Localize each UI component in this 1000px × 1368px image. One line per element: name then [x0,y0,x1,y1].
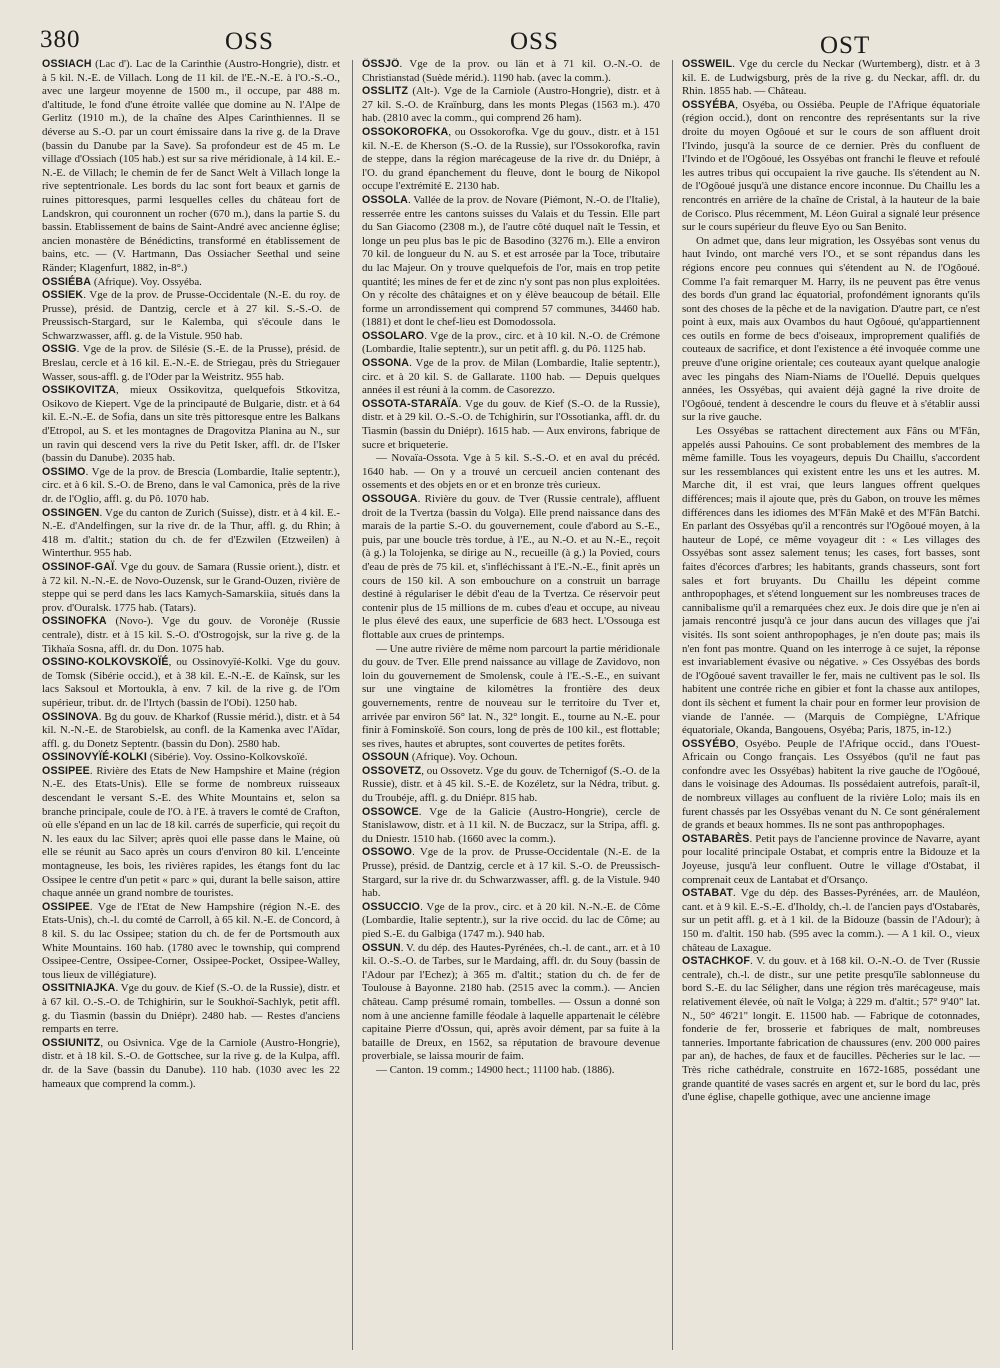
entry-headword: OSSIACH [42,58,92,70]
entry-text: . Petit pays de l'ancienne province de Navarre, ayant pour localité principale Ostabat, et compris entre la Bidouze et la Joyeuse, jusqu'à leur confluent. Outre le village d'Ostabat, il comprenait ceux de Lantabat et d'Orsanço. [682,832,980,886]
entry-headword: OSSWEIL [682,58,733,70]
entry-text: Les Ossyébas se rattachent directement aux Fâns ou M'Fân, appelés aussi Pahouins. Ce sont probablement des membres de la même famille. Tous les voyageurs, depuis Du Chaillu, s'accordent sur les ressemblances qui existent entre les uns et les autres. M. Marche dit, il est vrai, que leurs langues offrent quelques différences; mais il ajoute que, près du Gabon, on trouve les mêmes différences dans les idiomes des M'Fân Makê et des M'Fân Batchi. En parlant des Ossyébas qu'il a rencontrés sur l'Ogôoué moyen, à la hauteur de Lopé, ce même voyageur dit : « Les villages des Ossyébas sont assez salement tenus; les cases, fort basses, sont faites d'écorces d'arbres; les habitants, grands chasseurs, sont fort sales et fort bruyants. Du Chaillu les dépeint comme anthropophages, et s'étend longuement sur les nombreuses traces de cannibalisme qu'il a remarquées chez eux. Je dois dire que je n'en ai jamais rencontré jusqu'à ce jour dans aucun des villages que j'ai visités. Ils sont soient anthropophages, je n'en doute pas; mais ils n'en font pas montre. Quand on les interroge à ce sujet, la réponse est invariablement évasive ou négative. » Ces Ossyébas des bords de l'Ogôoué savent travailler le fer, mais ne cultivent pas le sol. Ils habitent une contrée riche en gibier et font la chasse aux antilopes, dont ils sèchent et fument la chair pour en former leur provision de viande de l'année. — (Marquis de Compiègne, L'Afrique équatoriale, Okanda, Bangouens, Osyéba; Paris, 1875, in-12.) [682,425,980,737]
column-right [682,58,980,1360]
entry-text: . Vge de la Galicie (Austro-Hongrie), cercle de Stanislawow, distr. et à 11 kil. N. de Buczacz, sur la Stripa, affl. g. du Dniestr. 1510 hab. (1660 avec la comm.). [362,805,660,845]
entry-headword: OSSIKOVITZA [42,384,117,397]
dictionary-entry [42,507,340,561]
entry-text: . Vge de la prov. ou län et à 71 kil. O.-N.-O. de Christianstad (Suède mérid.). 1190 hab. (avec la comm.). [362,58,660,84]
dictionary-entry [362,751,660,765]
page-number: 380 [40,26,81,53]
dictionary-entry [362,765,660,806]
entry-headword: OSSOLA [362,193,408,206]
dictionary-entry [42,343,340,384]
dictionary-entry [362,357,660,398]
dictionary-entry [362,330,660,357]
dictionary-entry [362,806,660,847]
dictionary-entry [42,384,340,466]
dictionary-entry [682,738,980,833]
entry-headword: OSSOLARO [362,329,425,342]
column-divider [352,60,353,1350]
entry-text: . Vge du gouv. de Samara (Russie orient.), distr. et à 72 kil. N.-N.-E. de Novo-Ouzensk, sur le Grand-Ouzen, rivière de steppe qui se perd dans les lacs Kamych-Samarskiia, situés dans la prov. d'Ouralsk. 1775 hab. (Tatars). [42,560,340,614]
dictionary-entry [362,846,660,900]
entry-headword: OSSOVETZ [362,764,422,777]
entry-text: . Vge de la prov., circ. et à 10 kil. N.-O. de Crémone (Lombardie, Italie septentr.), sur un petit affl. g. du Pô. 1125 hab. [362,329,660,356]
entry-text: (Alt-). Vge de la Carniole (Austro-Hongrie), distr. et à 27 kil. S.-O. de Kraïnburg, dans les monts Plegas (1563 m.). 470 hab. (2810 avec la comm., qui comprend 26 ham). [362,85,660,125]
entry-headword: OSSLITZ [362,85,409,98]
dictionary-entry [362,194,660,330]
entry-headword: OSSINOFKA [42,615,107,628]
entry-headword: OSSINOVA [42,710,99,723]
entry-headword: OSSONA [362,357,410,370]
entry-text: . Vge de la prov. de Brescia (Lombardie, Italie septentr.), circ. et à 6 kil. S.-O. de Breno, dans le val Camonica, près de la rive dr. de l'Oglio, affl. g. du Pô. 1070 hab. [42,465,340,505]
entry-text: . Vge de la prov. de Milan (Lombardie, Italie septentr.), circ. et à 20 kil. S. de Gallarate. 1100 hab. — Depuis quelques années il est réuni à la comm. de Casorezzo. [362,357,660,397]
entry-headword: OSTACHKOF [682,955,751,968]
entry-headword: ÖSSJÖ [362,58,400,70]
entry-text: On admet que, dans leur migration, les Ossyébas sont venus du haut Ivindo, ont marché vers l'O., et se sont répandus dans les régions encore peu connues qui s'étendent au N. de l'Ogôoué. Comme l'a fait remarquer M. Harry, ils ne peuvent pas être venus des bords d'un grand lac équatorial, profondément ignorants qu'ils sont des choses de la pêche et de la navigation. D'autre part, ce n'est point à eux, mais aux Ovambos du haut Ogôoué, qu'appartiennent ces outils en forme de becs d'oiseaux, improprement qualifiés de couteaux de sacrifice, et dont l'existence a été invoquée comme une preuve d'une origine orientale; ces couteaux ayant quelque analogie avec les pingahs des Niam-Niams de l'Ouellé. Depuis quelques années, les Ossyébas, qui avaient déjà gagné la rive droite de l'Ogôoué, tendent à descendre le cours du fleuve et à s'établir aussi sur la rive gauche. [682,234,980,424]
entry-text: . Vge de la prov. de Prusse-Occidentale (N.-E. de la Prusse), présid. de Dantzig, cercle et à 17 kil. S.-O. de Preussisch-Stargard, sur la rive dr. du Schwarzwasser, affl. g. de la Vistule. 940 hab. [362,846,660,900]
entry-headword: OSSINOVYÏÉ-KOLKI [42,751,148,764]
entry-headword: OSSOWO [362,846,413,859]
dictionary-entry [682,235,980,425]
entry-headword: OSTABAT [682,887,734,900]
entry-headword: OSSIEK [42,289,84,302]
dictionary-entry [42,656,340,710]
entry-headword: OSSYÉBO [682,737,736,750]
entry-headword: OSSUCCIO [362,900,421,913]
entry-text: (Lac d'). Lac de la Carinthie (Austro-Hongrie), distr. et à 5 kil. N.-E. de Villach. Long de 11 kil. de l'E.-N.-E. à l'O.-S.-O., avec une largeur moyenne de 1500 m., il occupe, par 488 m. d'altitude, le fond d'une étroite vallée que domine au N. l'Alpe de Gerlitz (1910 m.), de la chaîne des Alpes Carinthiennes. Il se déverse au S.-O. par un court émissaire dans la rive g. de la Drave (bassin du Danube par la Save). Sa profondeur est de 45 m. Le village d'Ossiach (105 hab.) est sur sa rive méridionale, à 14 kil. E.-N.-E. de Villach; le chemin de fer de Sanct Welt à Villach longe la rive septentrionale. Les bords du lac sont fort beaux et garnis de ruines pittoresques, parmi lesquelles celles du château fort de Landskron, qui couronnent un rocher (670 m.), dans la partie S. du bassin. Etablissement de bains de Saint-André avec ancienne église; ancien monastère de Bénédictins, transformé en établissement de bains, etc. — (V. Hartmann, Das Ossiacher Seethal und seine Ränder; Klagenfurt, 1882, in-8°.) [42,58,340,274]
entry-text: . Vge du cercle du Neckar (Wurtemberg), distr. et à 3 kil. E. de Ludwigsburg, près de la rive g. du Neckar, affl. dr. du Rhin. 1855 hab. — Château. [682,58,980,98]
column-left [42,58,340,1360]
running-head-center: OSS [510,28,559,55]
entry-headword: OSSOTA-STARAÏA [362,397,459,410]
dictionary-entry [362,942,660,1064]
entry-headword: OSSITNIAJKA [42,982,116,995]
dictionary-entry [42,58,340,276]
column-divider [672,60,673,1350]
entry-headword: OSSINO-KOLKOVSKOÏÉ [42,656,169,669]
entry-headword: OSSIÉBA [42,275,92,288]
dictionary-entry [682,99,980,235]
entry-text: . Vallée de la prov. de Novare (Piémont, N.-O. de l'Italie), resserrée entre les cantons suisses du Valais et du Tessin. Elle part du San Giacomo (2308 m.), de l'autre côté duquel naît le Tessin, et longe un peu plus bas le pic de Basodino (3276 m.). Elle a environ 70 kil. de longueur du N. au S. et est arrosée par la Toce, tributaire du lac Majeur. On y trouve quelquefois de l'or, mais en trop petite quantité; les mines de fer et de zinc n'y sont pas non plus exploitées. On y récolte des châtaignes et on y élève beaucoup de bétail. Elle forme un arrondissement qui comprend 57 communes, 34460 hab. (1881) et dont le chef-lieu est Domodossola. [362,193,660,329]
entry-text: (Afrique). Voy. Ossyéba. [91,275,202,288]
entry-text: . Vge du canton de Zurich (Suisse), distr. et à 4 kil. E.-N.-E. d'Andelfingen, sur la rive dr. de la Thur, affl. g. du Rhin; à 418 m. d'altit.; station du ch. de fer d'Ezwilen (Etzweilen) à Winterthur. 955 hab. [42,506,340,560]
entry-headword: OSSOUN [362,751,410,764]
entry-text: . Rivière des Etats de New Hampshire et Maine (région N.-E. des Etats-Unis). Elle se forme de nombreux ruisseaux descendant le versant S.-E. des White Mountains et, selon sa branche principale, coule de l'O. à l'E. à travers le comté de Crafton, où elle s'épand en un lac de 18 kil. carrés de superficie, qui reçoit du N. les eaux du lac Silver; après quoi elle passe dans le Maine, où elle se réunit au Saco après un cours d'environ 80 kil. L'enceinte montagneuse, les bois, les rivières rapides, les étangs font du lac Ossipee le centre d'un petit « parc » qui, durant la belle saison, attire chaque année un grand nombre de touristes. [42,764,340,900]
dictionary-entry [362,901,660,942]
entry-headword: OSSINOF-GAÏ [42,560,115,573]
dictionary-entry [42,901,340,983]
dictionary-entry [42,289,340,343]
entry-text: . Vge du dép. des Basses-Pyrénées, arr. de Mauléon, cant. et à 9 kil. E.-S.-E. d'Iholdy, ch.-l. de l'ancien pays d'Ostabarès, sur un petit affl. g. et à 1 kil. de la Bidouze (bassin de l'Adour); à 150 m. d'altit. 150 hab. (595 avec la comm.). — A 1 kil. O., vieux château de Laxague. [682,887,980,954]
dictionary-entry [362,1064,660,1078]
entry-text: (Afrique). Voy. Ochoun. [409,751,518,764]
dictionary-entry [362,398,660,452]
entry-text: , ou Ossovetz. Vge du gouv. de Tchernigof (S.-O. de la Russie), distr. et à 45 kil. S.-E. de Kozéletz, sur la Nédra, tribut. g. du Troubéje, affl. g. du Dniépr. 815 hab. [362,764,660,805]
entry-headword: OSSIPEE [42,900,90,913]
entry-text: . Vge de la prov., circ. et à 20 kil. N.-N.-E. de Côme (Lombardie, Italie septentr.), sur la rive occid. du lac de Côme; au pied S.-E. du Galbiga (1747 m.). 940 hab. [362,900,660,940]
dictionary-entry [362,493,660,643]
entry-headword: OSTABARÈS [682,832,750,845]
entry-headword: OSSUN [362,941,401,954]
entry-headword: OSSYÉBA [682,98,736,111]
dictionary-entry [42,276,340,290]
dictionary-entry [362,126,660,194]
dictionary-entry [682,887,980,955]
entry-text: , ou Ossokorofka. Vge du gouv., distr. et à 151 kil. N.-E. de Kherson (S.-O. de la Russie), sur l'Ossokorofka, ravin de steppe, dans la région marécageuse de la rive dr. du Dniépr, à l'O. du grand épanchement du fleuve, dont le bourg de Nikopol occupe l'extrémité E. 2130 hab. [362,125,660,193]
dictionary-entry [682,425,980,738]
dictionary-entry [42,751,340,765]
entry-text: . Vge de la prov. de Silésie (S.-E. de la Prusse), présid. de Breslau, cercle et à 16 kil. E.-N.-E. de Striegau, près du Striegauer Wasser, sous-affl. g. de l'Oder par la Weistritz. 955 hab. [42,343,340,383]
dictionary-entry [42,561,340,615]
entry-text: . Vge de l'Etat de New Hampshire (région N.-E. des Etats-Unis), ch.-l. du comté de Carroll, à 65 kil. N.-E. de Concord, à 8 kil. S. du lac Ossipee; station du ch. de fer de Portsmouth aux White Mountains. 160 hab. (1780 avec le township, qui comprend Ossipee-Centre, Ossipee-Corner, Ossipee-Pocket, Ossipee-Walley, tous lieux de villégiature). [42,900,340,981]
entry-text: , Osyébo. Peuple de l'Afrique occid., dans l'Ouest-Africain ou Congo français. Les Ossyébos (qu'il ne faut pas confondre avec les Ossyébas) habitent la rive gauche de l'Ogôoué, dans le voisinage des Adoumas. Ils possédaient autrefois, paraît-il, de nombreux villages au confluent de la rivière Lolo; mais ils en furent chassés par les Ossyébas venant du N. Ce sont généralement de grands et beaux hommes. Ils ne sont pas anthropophages. [682,737,980,832]
entry-text: . Bg du gouv. de Kharkof (Russie mérid.), distr. et à 54 kil. N.-N.-E. de Starobielsk, au confl. de la Kamenka avec l'Aïdar, affl. g. du Donetz Septentr. (bassin du Don). 2580 hab. [42,710,340,750]
dictionary-entry [42,466,340,507]
entry-text: , ou Osivnica. Vge de la Carniole (Austro-Hongrie), distr. et à 18 kil. S.-O. de Gottschee, sur la rive g. de la Kulpa, affl. dr. de la Save (bassin du Danube). 110 hab. (1030 avec les 22 hameaux que comprend la comm.). [42,1036,340,1090]
entry-text: . Vge de la prov. de Prusse-Occidentale (N.-E. du roy. de Prusse), présid. de Dantzig, cercle et à 27 kil. S.-S.-O. de Preussisch-Stargard, sur le Kalemba, qui s'écoule dans le Schwarzwasser, affl. g. de la Vistule. 950 hab. [42,289,340,342]
entry-text: . Vge du gouv. de Kief (S.-O. de la Russie), distr. et à 29 kil. O.-S.-O. de Tchighirin, sur l'Ossotianka, affl. dr. du Tiasmin (bassin du Dniépr). 1615 hab. — Aux environs, fabrique de sucre et briqueterie. [362,397,660,451]
dictionary-entry [682,955,980,1105]
entry-text: , Osyéba, ou Ossiéba. Peuple de l'Afrique équatoriale (région occid.), dont on rencontre des représentants sur la rive droite du moyen Ogôoué et sur le cours de son affluent droit l'Ivindo, jusqu'à la source de ce dernier. Près du confluent de l'Ivindo et de l'Ogôoué, les Ossyébas ont franchi le fleuve et refoulé les autres tribus qui occupaient la rive gauche. Ils s'étendent au N. de l'Ogôoué jusqu'à une distance encore inconnue. Du Chaillu les a rencontrés en arrière de la chaîne de Cristal, à la hauteur de la baie de Corisco. Plus récemment, M. Léon Guiral a signalé leur présence sur le cours supérieur du fleuve Eyo ou San Benito. [682,98,980,234]
dictionary-entry [362,643,660,752]
running-head-right: OST [820,32,871,59]
dictionary-entry [362,85,660,126]
entry-headword: OSSINGEN [42,506,100,519]
entry-text: — Canton. 19 comm.; 14900 hect.; 11100 hab. (1886). [376,1063,615,1076]
entry-text: . V. du gouv. et à 168 kil. O.-N.-O. de Tver (Russie centrale), ch.-l. de distr., sur une petite presqu'île sablonneuse du bord S.-E. du lac Séligher, dans une région très marécageuse, mais relativement élevée, où naît le Volga; à 229 m. d'altit.; 57° 9'40" lat. N., 50° 46'21" longit. E. 11500 hab. — Fabrique de cotonnades, fonderie de fer, brosserie et fabriques de malt, nombreuses tanneries. Importante fabrication de chaussures (env. 200 000 paires par an), de haches, de faux et de faucilles. Pêcheries sur le lac. — Très riche cathédrale, construite en 1672-1685, possédant une grande quantité de vases sacrés en argent et, sur le bord du lac, près d'une église, chapelle gothique, avec une ancienne image [682,955,980,1104]
entry-text: . Vge du gouv. de Kief (S.-O. de la Russie), distr. et à 67 kil. O.-S.-O. de Tchighirin, sur le Soukhoï-Sachlyk, petit affl. g. du Tiasmin (bassin du Dniépr). 2480 hab. — Restes d'anciens remparts en terre. [42,982,340,1036]
column-middle [362,58,660,1360]
entry-text: (Novo-). Vge du gouv. de Voronèje (Russie centrale), distr. et à 15 kil. S.-O. d'Ostrogojsk, sur la rive g. de la Tikhaïa Sosna, affl. dr. du Don. 1075 hab. [42,615,340,655]
dictionary-entry [42,615,340,656]
dictionary-entry [42,711,340,752]
entry-text: . V. du dép. des Hautes-Pyrénées, ch.-l. de cant., arr. et à 10 kil. O.-S.-O. de Tarbes, sur le Mardaing, affl. dr. du Souy (bassin de l'Adour par l'Echez); à 365 m. d'altit.; station du ch. de fer de Toulouse à Bayonne. 2180 hab. (2515 avec la comm.). — Ancien château. Camp présumé romain, tombelles. — Ossun a donné son nom à une ancienne famille féodale à laquelle appartenait le célèbre capitaine Pierre d'Ossun, qui, après avoir dément, par sa fuite à la bataille de Dreux, en 1562, sa réputation de bravoure devenue proverbiale, se laissa mourir de faim. [362,941,660,1063]
entry-headword: OSSOUGA [362,493,418,505]
entry-text: , mieux Ossikovitza, quelquefois Stkovitza, Osikovo de Kiepert. Vge de la principauté de Bulgarie, distr. et à 64 kil. E.-N.-E. de Sofia, dans un site très pittoresque entre les Balkans d'Etropol, au S. et les montagnes de Dragovitza Planina au N., sur un ravin qui descend vers la rive du Petit Isker, affl. dr. de l'Isker (bassin du Danube). 2035 hab. [42,384,340,465]
dictionary-entry [682,58,980,99]
dictionary-entry [42,982,340,1036]
entry-headword: OSSIG [42,343,77,356]
entry-headword: OSSIUNITZ [42,1036,101,1049]
dictionary-entry [42,1037,340,1091]
entry-text: . Rivière du gouv. de Tver (Russie centrale), affluent droit de la Tvertza (bassin du Volga). Elle prend naissance dans des marais de la partie S.-O. du gouvernement, coule d'abord au S.-E., puis, par une boucle très tordue, à l'E., au N.-O. et au N.-E., reçoit (à g.) la Tolojenka, se dirige au N., recueille (à g.) la Povied, cours d'eau de près de 75 kil. et, s'infléchissant à l'E.-N.-E., finit après un cours de 150 kil. A son embouchure on a construit un barrage destiné à régulariser le débit d'eau de la Tvertza. Ce réservoir peut contenir plus de 15 millions de m. cubes d'eau et occupe, au niveau le plus élevé des eaux, une superficie de 683 hect. L'Ossouga est flottable aux crues de printemps. [362,493,660,641]
entry-headword: OSSIPEE [42,764,90,777]
entry-text: , ou Ossinovyïé-Kolki. Vge du gouv. de Tomsk (Sibérie occid.), et à 38 kil. E.-N.-E. de Kaïnsk, sur les lacs Saksoul et Mortoukla, à env. 7 kil. de la rive g. de l'Om supérieur, tribut. dr. de l'Irtych (bassin de l'Obi). 1250 hab. [42,656,340,709]
entry-headword: OSSIMO [42,465,86,478]
dictionary-entry [42,765,340,901]
dictionary-entry [362,452,660,493]
running-head-left: OSS [225,28,274,55]
entry-text: — Une autre rivière de même nom parcourt la partie méridionale du gouv. de Tver. Elle prend naissance au village de Zavidovo, non loin du gouvernement de Smolensk, coule à l'E.-S.-E., en suivant sur une vingtaine de kilomètres la frontière des deux gouvernements, rentre de nouveau sur le territoire du Tver et, arrivée par environ 56° lat. N., 32° longit. E., tourne au N.-E. pour finir à Fominskoïé. Son cours, long de près de 100 kil., est flottable; ses rives, hautes et abruptes, sont couvertes de petites forêts. [362,642,660,750]
dictionary-entry [682,833,980,887]
entry-headword: OSSOWCE [362,805,419,818]
entry-headword: OSSOKOROFKA [362,125,449,138]
entry-text: — Novaïa-Ossota. Vge à 5 kil. S.-S.-O. et en aval du précéd. 1640 hab. — On y a trouvé un cercueil ancien contenant des ossements et des objets en or et en bronze très curieux. [362,452,660,492]
entry-text: (Sibérie). Voy. Ossino-Kolkovskoïé. [147,751,308,764]
dictionary-entry [362,58,660,85]
